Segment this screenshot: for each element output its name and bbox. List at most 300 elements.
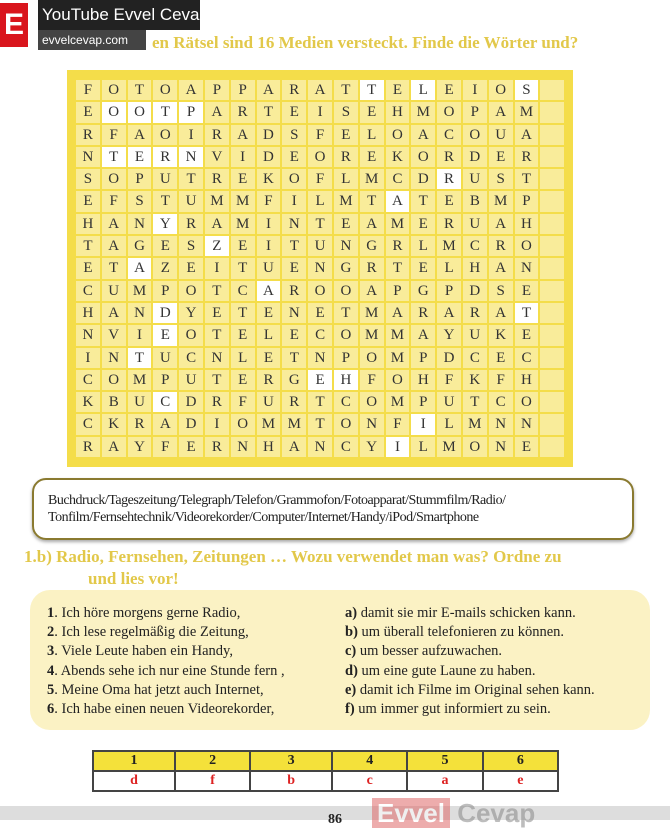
- grid-cell: H: [333, 369, 359, 391]
- grid-cell: T: [101, 146, 127, 168]
- grid-cell: T: [359, 79, 385, 101]
- grid-cell: U: [152, 168, 178, 190]
- item-label: d): [345, 662, 358, 679]
- grid-cell: R: [204, 391, 230, 413]
- grid-cell: O: [101, 369, 127, 391]
- grid-cell: K: [256, 168, 282, 190]
- page-number: 86: [328, 812, 342, 827]
- grid-cell: M: [256, 413, 282, 435]
- grid-cell: M: [333, 190, 359, 212]
- grid-cell: R: [204, 436, 230, 458]
- grid-cell: E: [436, 79, 462, 101]
- grid-cell: I: [307, 101, 333, 123]
- grid-cell: I: [230, 146, 256, 168]
- grid-cell: E: [514, 436, 540, 458]
- grid-cell: E: [436, 190, 462, 212]
- item-label: e): [345, 681, 357, 698]
- grid-cell: [539, 324, 565, 346]
- grid-cell: F: [359, 369, 385, 391]
- grid-cell: M: [385, 391, 411, 413]
- grid-cell: S: [333, 101, 359, 123]
- ending-item: [345, 623, 645, 642]
- grid-cell: P: [152, 280, 178, 302]
- grid-cell: M: [385, 347, 411, 369]
- grid-cell: N: [514, 257, 540, 279]
- grid-cell: C: [152, 391, 178, 413]
- grid-cell: U: [152, 347, 178, 369]
- word-search-puzzle: [67, 70, 573, 467]
- answer-header-cell: 5: [407, 751, 482, 771]
- grid-cell: N: [127, 302, 153, 324]
- ending-item: [345, 662, 645, 681]
- grid-cell: N: [75, 146, 101, 168]
- grid-cell: M: [488, 190, 514, 212]
- grid-cell: A: [127, 124, 153, 146]
- grid-cell: A: [256, 280, 282, 302]
- channel-name: YouTube Evvel Cevap: [38, 0, 200, 30]
- grid-cell: N: [230, 436, 256, 458]
- grid-cell: T: [514, 168, 540, 190]
- grid-cell: E: [75, 190, 101, 212]
- grid-cell: C: [178, 347, 204, 369]
- grid-cell: S: [281, 124, 307, 146]
- grid-cell: E: [230, 369, 256, 391]
- grid-cell: C: [75, 369, 101, 391]
- grid-cell: D: [178, 413, 204, 435]
- grid-cell: Y: [359, 436, 385, 458]
- grid-cell: [539, 79, 565, 101]
- grid-cell: N: [204, 347, 230, 369]
- grid-cell: O: [101, 79, 127, 101]
- grid-cell: N: [307, 347, 333, 369]
- grid-cell: U: [256, 391, 282, 413]
- grid-cell: U: [178, 369, 204, 391]
- grid-cell: V: [204, 146, 230, 168]
- task-b-heading: 1.b) Radio, Fernsehen, Zeitungen … Wozu verwendet man was? Ordne zu und lies vor!: [24, 547, 562, 588]
- grid-cell: H: [256, 436, 282, 458]
- grid-cell: L: [256, 324, 282, 346]
- grid-cell: T: [178, 168, 204, 190]
- grid-cell: A: [204, 213, 230, 235]
- grid-cell: R: [462, 302, 488, 324]
- item-label: c): [345, 643, 357, 660]
- grid-cell: A: [410, 124, 436, 146]
- grid-cell: A: [256, 79, 282, 101]
- grid-cell: F: [101, 190, 127, 212]
- grid-cell: R: [256, 369, 282, 391]
- grid-cell: O: [436, 101, 462, 123]
- sentence-item: [47, 681, 347, 700]
- grid-cell: E: [230, 324, 256, 346]
- grid-cell: E: [152, 324, 178, 346]
- grid-cell: O: [152, 124, 178, 146]
- grid-cell: O: [230, 413, 256, 435]
- ending-item: [345, 700, 645, 719]
- grid-cell: N: [333, 235, 359, 257]
- sentence-starts: [47, 604, 347, 719]
- grid-cell: Z: [204, 235, 230, 257]
- grid-cell: U: [462, 213, 488, 235]
- grid-cell: [539, 436, 565, 458]
- grid-cell: Y: [178, 302, 204, 324]
- grid-cell: O: [101, 101, 127, 123]
- grid-cell: E: [410, 213, 436, 235]
- grid-cell: V: [101, 324, 127, 346]
- grid-cell: R: [436, 146, 462, 168]
- grid-cell: P: [462, 101, 488, 123]
- grid-cell: O: [462, 124, 488, 146]
- grid-cell: E: [75, 101, 101, 123]
- item-text: damit sie mir E-mails schicken kann.: [357, 605, 576, 621]
- grid-cell: M: [462, 413, 488, 435]
- grid-cell: L: [410, 79, 436, 101]
- grid-cell: A: [152, 413, 178, 435]
- grid-cell: F: [488, 369, 514, 391]
- grid-cell: P: [152, 369, 178, 391]
- word-list-line: Tonfilm/Fernsehtechnik/Videorekorder/Computer/Internet/Handy/iPod/Smartphone: [48, 510, 479, 525]
- grid-cell: I: [256, 235, 282, 257]
- grid-cell: O: [410, 146, 436, 168]
- grid-cell: A: [410, 324, 436, 346]
- grid-cell: E: [333, 213, 359, 235]
- grid-cell: A: [436, 302, 462, 324]
- grid-cell: O: [359, 347, 385, 369]
- grid-cell: A: [204, 101, 230, 123]
- grid-cell: E: [281, 257, 307, 279]
- grid-cell: Z: [152, 257, 178, 279]
- answer-cell[interactable]: c: [332, 771, 407, 791]
- grid-cell: L: [436, 257, 462, 279]
- grid-cell: E: [410, 257, 436, 279]
- ending-item: [345, 604, 645, 623]
- grid-cell: E: [333, 124, 359, 146]
- grid-cell: C: [462, 235, 488, 257]
- watermark-left: Evvel: [372, 798, 450, 828]
- grid-cell: R: [152, 146, 178, 168]
- grid-cell: P: [333, 347, 359, 369]
- grid-cell: M: [385, 213, 411, 235]
- grid-cell: [539, 213, 565, 235]
- grid-cell: O: [307, 146, 333, 168]
- grid-cell: S: [178, 235, 204, 257]
- grid-cell: E: [281, 324, 307, 346]
- grid-cell: O: [152, 79, 178, 101]
- grid-cell: N: [514, 413, 540, 435]
- grid-cell: T: [307, 391, 333, 413]
- grid-cell: U: [488, 124, 514, 146]
- grid-cell: D: [462, 146, 488, 168]
- grid-cell: L: [359, 124, 385, 146]
- watermark-right: Cevap: [457, 798, 536, 828]
- grid-cell: P: [127, 168, 153, 190]
- answer-cell[interactable]: a: [407, 771, 482, 791]
- grid-cell: [539, 257, 565, 279]
- sentence-item: [47, 662, 347, 681]
- grid-cell: N: [75, 324, 101, 346]
- grid-cell: I: [281, 190, 307, 212]
- grid-cell: R: [230, 101, 256, 123]
- grid-cell: O: [333, 324, 359, 346]
- grid-cell: A: [359, 213, 385, 235]
- grid-cell: O: [333, 413, 359, 435]
- item-text: damit ich Filme im Original sehen kann.: [356, 681, 595, 698]
- grid-cell: C: [333, 436, 359, 458]
- grid-cell: T: [462, 391, 488, 413]
- grid-cell: S: [127, 190, 153, 212]
- grid-cell: P: [410, 347, 436, 369]
- grid-cell: S: [488, 280, 514, 302]
- grid-cell: C: [230, 280, 256, 302]
- grid-cell: T: [333, 302, 359, 324]
- grid-cell: [539, 413, 565, 435]
- item-label: b): [345, 624, 358, 641]
- grid-cell: [539, 369, 565, 391]
- grid-cell: E: [488, 146, 514, 168]
- grid-cell: D: [256, 124, 282, 146]
- grid-cell: K: [385, 146, 411, 168]
- channel-url[interactable]: evvelcevap.com: [38, 30, 146, 50]
- grid-cell: O: [462, 436, 488, 458]
- answer-cell[interactable]: b: [250, 771, 332, 791]
- grid-cell: Y: [127, 436, 153, 458]
- grid-cell: A: [488, 213, 514, 235]
- word-list-box: [32, 478, 634, 540]
- grid-cell: G: [333, 257, 359, 279]
- grid-cell: P: [178, 101, 204, 123]
- grid-cell: G: [410, 280, 436, 302]
- grid-cell: C: [75, 413, 101, 435]
- letter-grid: [75, 79, 565, 458]
- grid-cell: T: [127, 79, 153, 101]
- grid-cell: M: [204, 190, 230, 212]
- item-text: um überall telefonieren zu können.: [357, 624, 565, 641]
- grid-cell: H: [410, 369, 436, 391]
- grid-cell: R: [436, 168, 462, 190]
- grid-cell: N: [281, 213, 307, 235]
- item-label: 3: [47, 643, 55, 660]
- grid-cell: R: [410, 302, 436, 324]
- grid-cell: G: [127, 235, 153, 257]
- grid-cell: O: [101, 168, 127, 190]
- grid-cell: H: [514, 213, 540, 235]
- item-text: um immer gut informiert zu sein.: [354, 701, 551, 718]
- grid-cell: M: [230, 190, 256, 212]
- grid-cell: I: [75, 347, 101, 369]
- grid-cell: G: [359, 235, 385, 257]
- grid-cell: D: [462, 280, 488, 302]
- grid-cell: C: [333, 391, 359, 413]
- grid-cell: O: [514, 235, 540, 257]
- grid-cell: R: [281, 280, 307, 302]
- grid-cell: M: [359, 302, 385, 324]
- grid-cell: N: [307, 436, 333, 458]
- grid-cell: F: [101, 124, 127, 146]
- sentence-endings: [345, 604, 645, 719]
- item-label: f): [345, 701, 355, 718]
- grid-cell: O: [385, 124, 411, 146]
- grid-cell: L: [436, 413, 462, 435]
- grid-cell: U: [436, 391, 462, 413]
- item-label: 6: [47, 701, 55, 718]
- grid-cell: F: [436, 369, 462, 391]
- grid-cell: U: [307, 235, 333, 257]
- grid-cell: E: [281, 146, 307, 168]
- grid-cell: P: [410, 391, 436, 413]
- grid-cell: T: [152, 190, 178, 212]
- grid-cell: R: [75, 124, 101, 146]
- grid-cell: I: [462, 79, 488, 101]
- grid-cell: C: [462, 347, 488, 369]
- grid-cell: T: [101, 257, 127, 279]
- grid-cell: R: [488, 235, 514, 257]
- grid-cell: F: [256, 190, 282, 212]
- grid-cell: T: [127, 347, 153, 369]
- grid-cell: H: [462, 257, 488, 279]
- grid-cell: E: [178, 436, 204, 458]
- grid-cell: R: [514, 146, 540, 168]
- grid-cell: T: [333, 79, 359, 101]
- grid-cell: [539, 235, 565, 257]
- grid-cell: R: [359, 257, 385, 279]
- item-text: . Ich höre morgens gerne Radio,: [54, 605, 241, 621]
- grid-cell: P: [385, 280, 411, 302]
- grid-cell: T: [514, 302, 540, 324]
- grid-cell: H: [385, 101, 411, 123]
- grid-cell: R: [333, 146, 359, 168]
- grid-cell: C: [385, 168, 411, 190]
- grid-cell: C: [75, 280, 101, 302]
- grid-cell: I: [204, 257, 230, 279]
- grid-cell: F: [75, 79, 101, 101]
- grid-cell: E: [178, 257, 204, 279]
- grid-cell: F: [385, 413, 411, 435]
- grid-cell: E: [359, 101, 385, 123]
- grid-cell: M: [359, 168, 385, 190]
- grid-cell: T: [385, 257, 411, 279]
- grid-cell: T: [230, 257, 256, 279]
- grid-cell: K: [101, 413, 127, 435]
- grid-cell: P: [436, 280, 462, 302]
- grid-cell: M: [514, 101, 540, 123]
- grid-cell: U: [178, 190, 204, 212]
- grid-cell: D: [178, 391, 204, 413]
- grid-cell: I: [385, 436, 411, 458]
- grid-cell: T: [204, 369, 230, 391]
- grid-cell: C: [488, 391, 514, 413]
- grid-cell: H: [75, 302, 101, 324]
- grid-cell: E: [281, 101, 307, 123]
- grid-cell: N: [281, 302, 307, 324]
- item-text: um besser aufzuwachen.: [356, 643, 503, 660]
- grid-cell: D: [436, 347, 462, 369]
- grid-cell: I: [127, 324, 153, 346]
- grid-cell: T: [152, 101, 178, 123]
- answer-cell[interactable]: d: [93, 771, 175, 791]
- answer-cell[interactable]: e: [483, 771, 558, 791]
- word-list-line: Buchdruck/Tageszeitung/Telegraph/Telefon/Grammofon/Fotoapparat/Stummfilm/Radio/: [48, 493, 506, 508]
- grid-cell: R: [204, 168, 230, 190]
- item-text: . Meine Oma hat jetzt auch Internet,: [54, 681, 264, 698]
- grid-cell: A: [514, 124, 540, 146]
- grid-cell: E: [127, 146, 153, 168]
- brand-logo: E: [0, 3, 28, 47]
- grid-cell: T: [230, 302, 256, 324]
- item-text: . Ich habe einen neuen Videorekorder,: [54, 701, 275, 718]
- item-label: a): [345, 605, 358, 621]
- grid-cell: E: [385, 79, 411, 101]
- ending-item: [345, 642, 645, 661]
- grid-cell: U: [127, 391, 153, 413]
- grid-cell: D: [256, 146, 282, 168]
- grid-cell: R: [178, 213, 204, 235]
- grid-cell: M: [410, 101, 436, 123]
- grid-cell: T: [204, 324, 230, 346]
- grid-cell: L: [410, 235, 436, 257]
- item-label: 5: [47, 681, 55, 698]
- grid-cell: B: [462, 190, 488, 212]
- grid-cell: T: [75, 235, 101, 257]
- grid-cell: A: [101, 235, 127, 257]
- grid-cell: N: [101, 347, 127, 369]
- grid-cell: C: [436, 124, 462, 146]
- item-text: um eine gute Laune zu haben.: [357, 662, 536, 679]
- grid-cell: K: [462, 369, 488, 391]
- grid-cell: S: [75, 168, 101, 190]
- grid-cell: O: [359, 391, 385, 413]
- grid-cell: E: [256, 302, 282, 324]
- grid-cell: [539, 124, 565, 146]
- grid-cell: O: [488, 79, 514, 101]
- grid-cell: R: [127, 413, 153, 435]
- grid-cell: M: [385, 324, 411, 346]
- item-label: 2: [47, 624, 55, 641]
- grid-cell: L: [410, 436, 436, 458]
- grid-cell: T: [281, 235, 307, 257]
- grid-cell: M: [230, 213, 256, 235]
- grid-cell: P: [230, 79, 256, 101]
- grid-cell: U: [462, 168, 488, 190]
- grid-cell: H: [75, 213, 101, 235]
- grid-cell: M: [127, 280, 153, 302]
- grid-cell: T: [359, 190, 385, 212]
- grid-cell: L: [307, 190, 333, 212]
- grid-cell: R: [204, 124, 230, 146]
- sentence-item: [47, 623, 347, 642]
- item-text: . Viele Leute haben ein Handy,: [54, 643, 233, 660]
- grid-cell: O: [281, 168, 307, 190]
- grid-cell: P: [204, 79, 230, 101]
- answer-cell[interactable]: f: [175, 771, 250, 791]
- grid-cell: R: [281, 391, 307, 413]
- grid-cell: A: [385, 190, 411, 212]
- grid-cell: C: [307, 324, 333, 346]
- grid-cell: D: [152, 302, 178, 324]
- grid-cell: A: [127, 257, 153, 279]
- grid-cell: N: [488, 436, 514, 458]
- grid-cell: N: [307, 257, 333, 279]
- grid-cell: E: [488, 347, 514, 369]
- sentence-item: [47, 604, 347, 623]
- grid-cell: S: [488, 168, 514, 190]
- grid-cell: N: [359, 413, 385, 435]
- grid-cell: G: [281, 369, 307, 391]
- grid-cell: E: [230, 168, 256, 190]
- grid-cell: O: [178, 324, 204, 346]
- grid-cell: D: [410, 168, 436, 190]
- grid-cell: O: [127, 101, 153, 123]
- ending-item: [345, 681, 645, 700]
- grid-cell: R: [385, 235, 411, 257]
